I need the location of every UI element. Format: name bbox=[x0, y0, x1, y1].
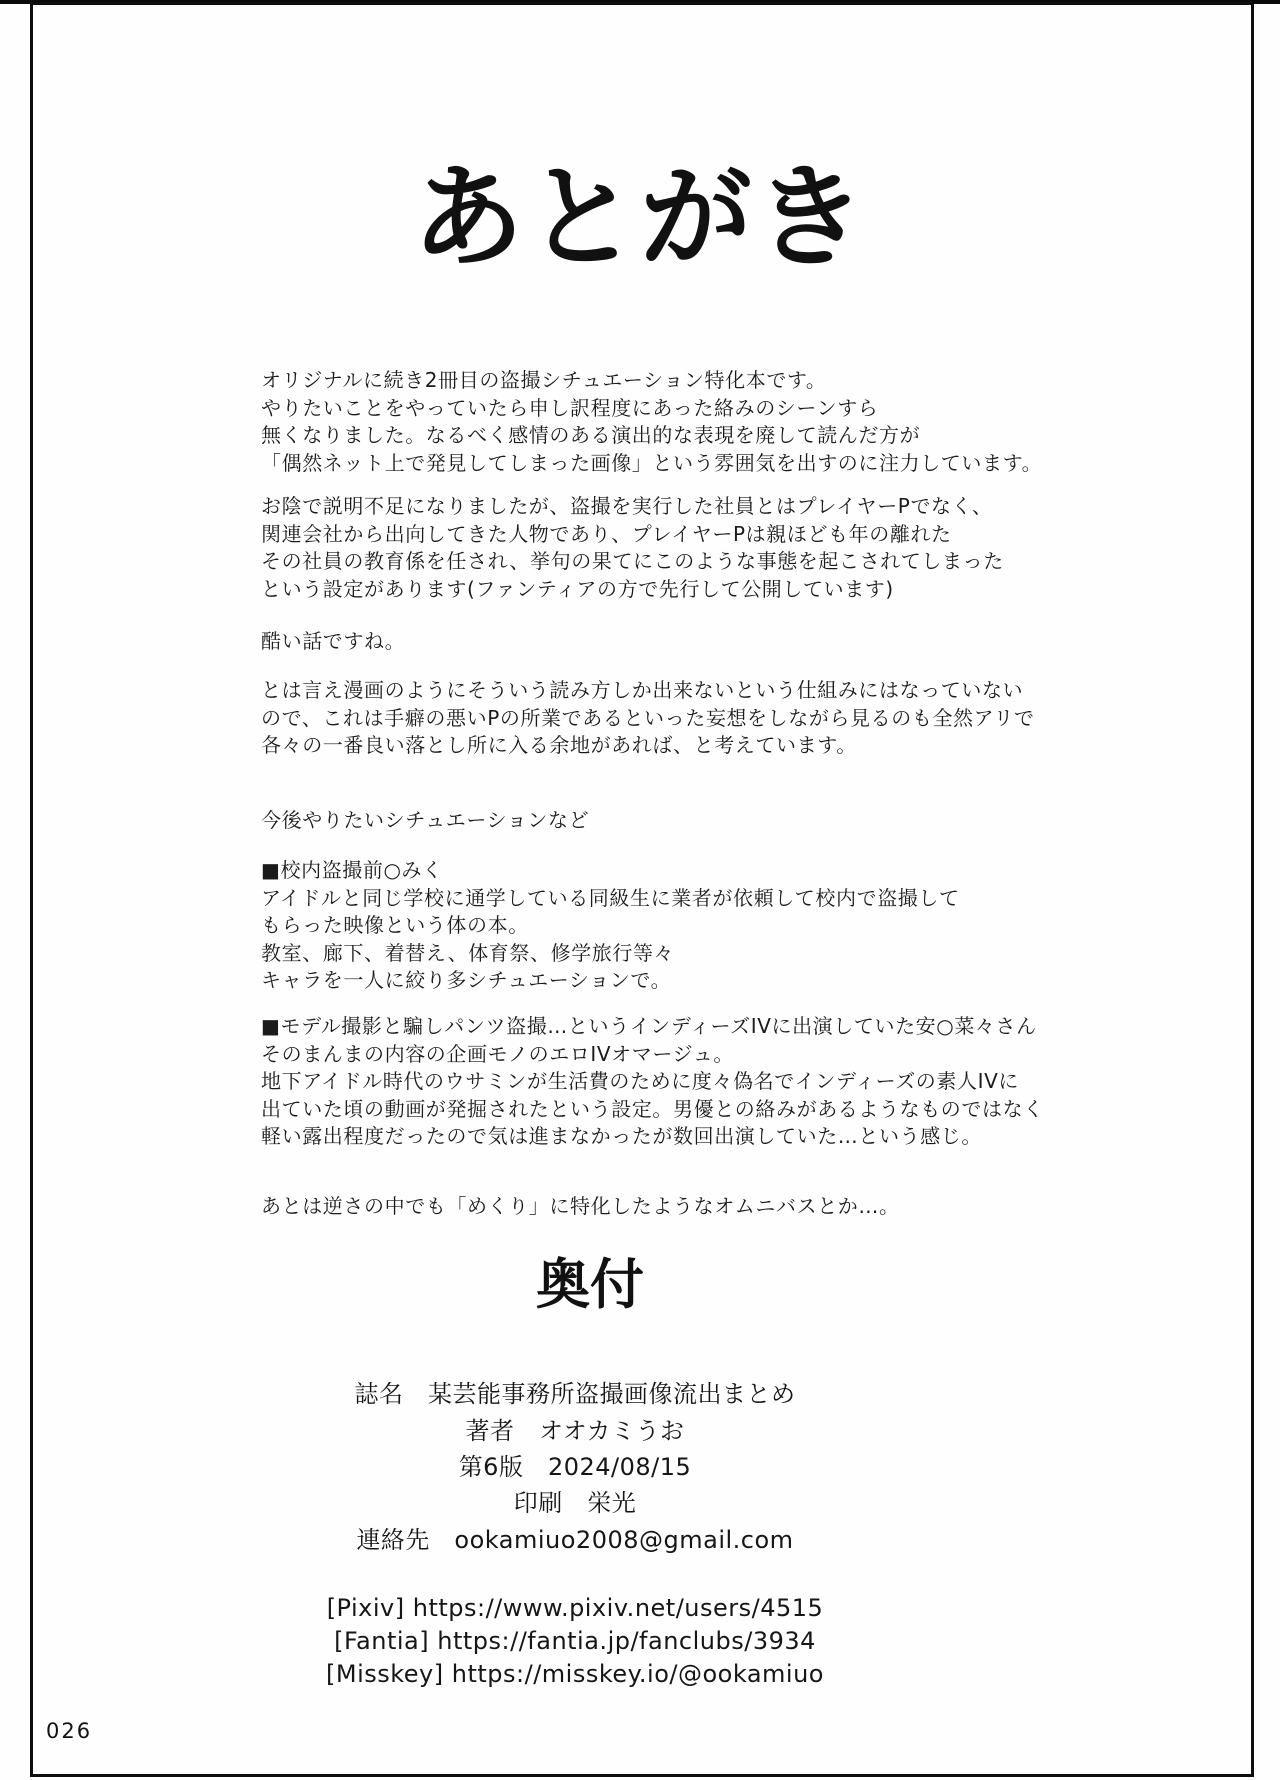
text-line: 関連会社から出向してきた人物であり、プレイヤーPは親ほども年の離れた bbox=[261, 521, 952, 546]
text-line: キャラを一人に絞り多シチュエーションで。 bbox=[261, 968, 672, 992]
text-line: 各々の一番良い落とし所に入る余地があれば、と考えています。 bbox=[261, 733, 857, 757]
page-top-edge-line bbox=[0, 0, 1280, 4]
colophon-edition-date: 第6版 2024/08/15 bbox=[458, 1453, 692, 1481]
colophon-printer: 印刷 栄光 bbox=[513, 1489, 637, 1517]
text-line: もらった映像という体の本。 bbox=[261, 913, 529, 937]
afterword-paragraph-1 bbox=[261, 367, 1042, 477]
text-line: という設定があります(ファンティアの方で先行して公開しています) bbox=[261, 576, 894, 601]
text-line: 教室、廊下、着替え、体育祭、修学旅行等々 bbox=[261, 940, 675, 965]
text-line: 出ていた頃の動画が発掘されたという設定。男優との絡みがあるようなものではなく bbox=[261, 1096, 1044, 1121]
fantia-link: [Fantia] https://fantia.jp/fanclubs/3934 bbox=[334, 1627, 816, 1655]
colophon-magazine-title: 誌名 某芸能事務所盗撮画像流出まとめ bbox=[354, 1380, 796, 1408]
text-line: 軽い露出程度だったので気は進まなかったが数回出演していた…という感じ。 bbox=[261, 1124, 982, 1148]
text-line: お陰で説明不足になりましたが、盗撮を実行した社員とはプレイヤーPでなく、 bbox=[261, 494, 993, 518]
afterword-paragraph-3 bbox=[261, 628, 405, 656]
text-line: アイドルと同じ学校に通学している同級生に業者が依頼して校内で盗撮して bbox=[261, 885, 960, 910]
text-line: その社員の教育係を任され、挙句の果てにこのような事態を起こされてしまった bbox=[261, 549, 1004, 573]
text-line: 無くなりました。なるべく感情のある演出的な表現を廃して読んだ方が bbox=[261, 423, 921, 447]
pixiv-link: [Pixiv] https://www.pixiv.net/users/4515 bbox=[326, 1594, 824, 1622]
afterword-paragraph-6 bbox=[261, 857, 960, 995]
colophon-author: 著者 オオカミうお bbox=[465, 1417, 685, 1445]
colophon-heading: 奥付 bbox=[536, 1253, 644, 1316]
afterword-paragraph-2 bbox=[261, 493, 1004, 603]
misskey-link: [Misskey] https://misskey.io/@ookamiuo bbox=[326, 1660, 824, 1688]
text-line: 今後やりたいシチュエーションなど bbox=[261, 808, 590, 832]
page-title: あとがき bbox=[412, 152, 868, 283]
text-line: やりたいことをやっていたら申し訳程度にあった絡みのシーンすら bbox=[261, 395, 879, 420]
text-line: 酷い話ですね。 bbox=[261, 629, 406, 653]
text-line: ■校内盗撮前○みく bbox=[261, 858, 443, 882]
text-line: ので、これは手癖の悪いPの所業であるといった妄想をしながら見るのも全然アリで bbox=[261, 705, 1035, 730]
afterword-paragraph-5 bbox=[261, 807, 589, 835]
text-line: ■モデル撮影と騙しパンツ盗撮…というインディーズIVに出演していた安○菜々さん bbox=[261, 1014, 1037, 1038]
text-line: あとは逆さの中でも「めくり」に特化したようなオムニバスとか…。 bbox=[261, 1194, 900, 1218]
afterword-paragraph-8 bbox=[261, 1193, 900, 1221]
text-line: 「偶然ネット上で発見してしまった画像」という雰囲気を出すのに注力しています。 bbox=[261, 450, 1043, 475]
page-number: 026 bbox=[46, 1719, 93, 1743]
afterword-paragraph-4 bbox=[261, 677, 1035, 760]
text-line: 地下アイドル時代のウサミンが生活費のために度々偽名でインディーズの素人IVに bbox=[261, 1069, 1019, 1093]
text-line: そのまんまの内容の企画モノのエロIVオマージュ。 bbox=[261, 1041, 734, 1066]
afterword-paragraph-7 bbox=[261, 1013, 1044, 1151]
colophon-contact-email: 連絡先 ookamiuo2008@gmail.com bbox=[356, 1526, 794, 1554]
text-line: とは言え漫画のようにそういう読み方しか出来ないという仕組みにはなっていない bbox=[261, 678, 1024, 702]
text-line: オリジナルに続き2冊目の盗撮シチュエーション特化本です。 bbox=[261, 368, 827, 392]
